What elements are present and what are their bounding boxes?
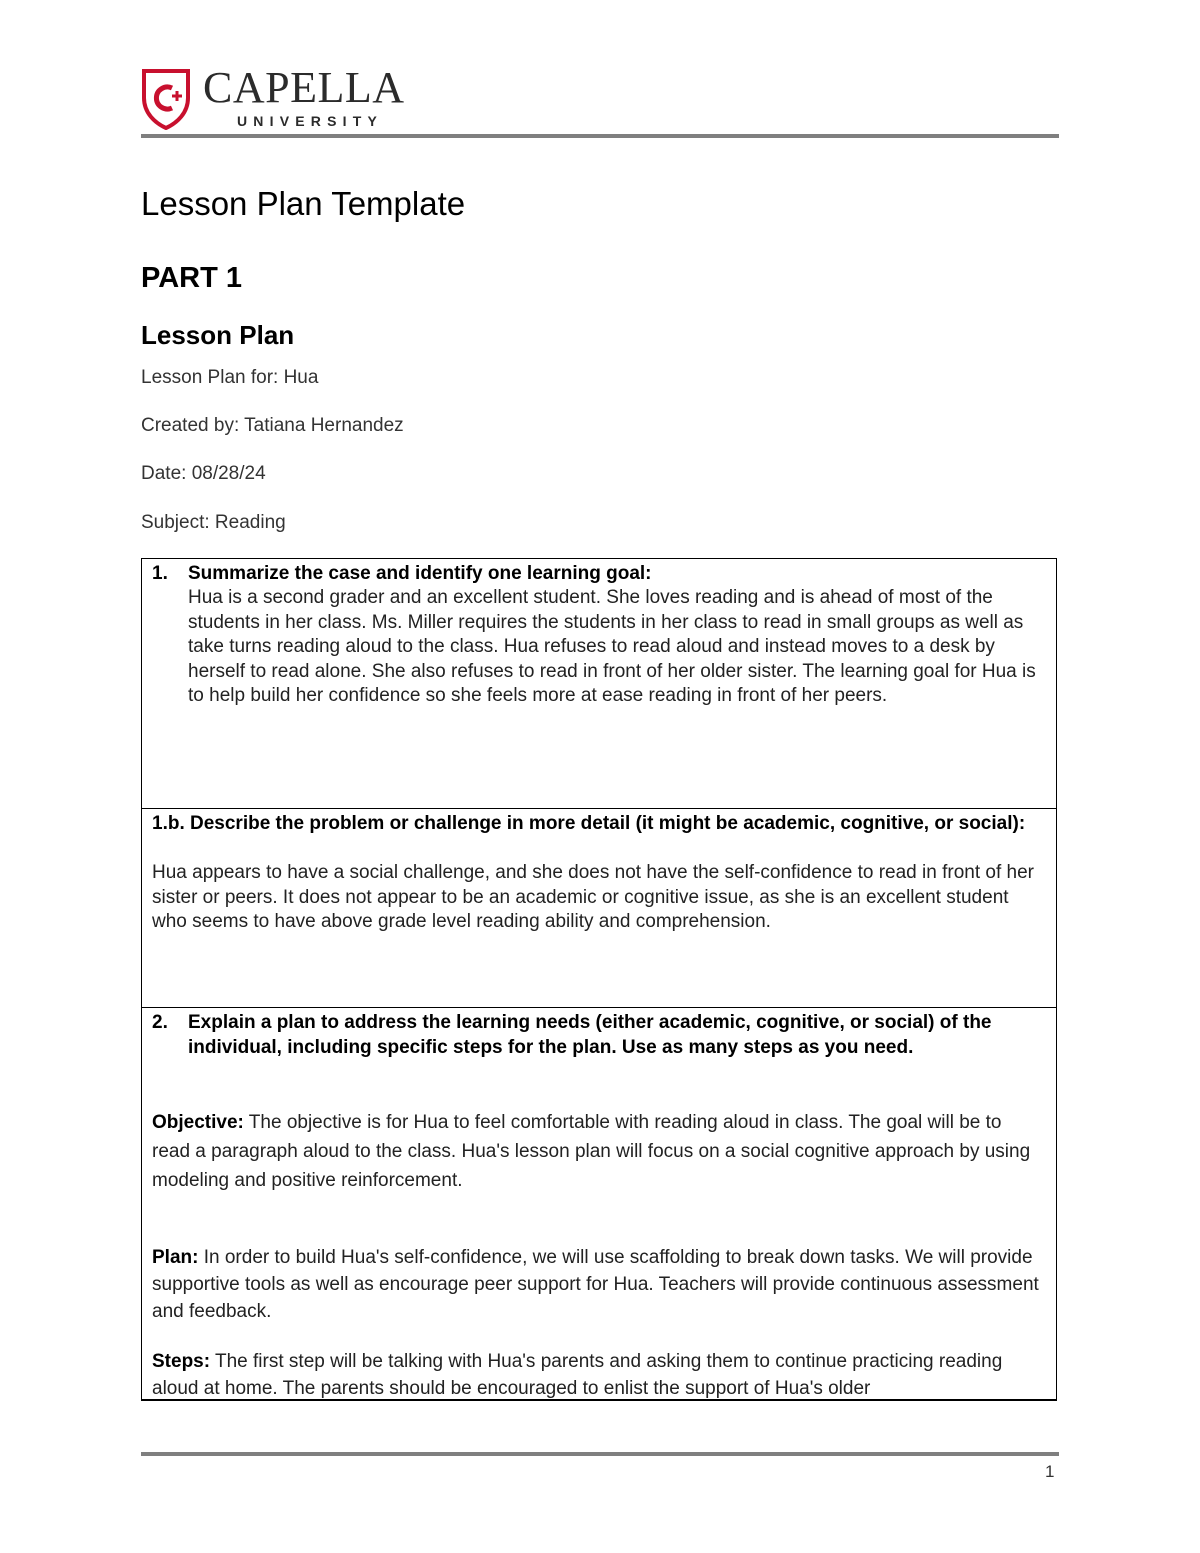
objective-text: The objective is for Hua to feel comfortable with reading aloud in class. The goal will be to read a paragraph aloud to the class. Hua's lesson plan will focus on a social cognitive approach by using modeling and positive reinforcement. xyxy=(152,1112,1031,1191)
page-number: 1 xyxy=(1045,1462,1055,1481)
document-title: Lesson Plan Template xyxy=(141,185,466,222)
brand-subtitle: UNIVERSITY xyxy=(237,113,384,129)
answer-text: Hua appears to have a social challenge, and she does not have the self-confidence to read in front of her sister or peers. It does not appear to be an academic or cognitive issue, as she is an excellent student who seems to have above grade level reading ability and comprehension. xyxy=(152,862,1034,933)
brand-wordmark: CAPELLA xyxy=(203,63,405,112)
section-heading: Lesson Plan xyxy=(141,320,295,350)
plan-label: Plan: xyxy=(152,1247,199,1268)
steps-text: The first step will be talking with Hua's parents and asking them to continue practicing reading aloud at home. The parents should be encouraged to enlist the support of Hua's older xyxy=(152,1351,1003,1399)
plan-text: In order to build Hua's self-confidence, we will use scaffolding to break down tasks. We will provide supportive tools as well as encourage peer support for Hua. Teachers will provide continuous assessment and feedback. xyxy=(152,1247,1039,1322)
steps-paragraph xyxy=(152,1348,1044,1401)
part-heading: PART 1 xyxy=(141,262,242,294)
subject: Subject: Reading xyxy=(141,512,286,533)
capella-shield-logo-icon xyxy=(141,68,191,130)
steps-label: Steps: xyxy=(152,1351,211,1372)
question-label: Summarize the case and identify one learning goal: xyxy=(188,563,652,584)
objective-label: Objective: xyxy=(152,1112,244,1133)
question-number: 2. xyxy=(152,1012,168,1033)
objective-paragraph xyxy=(152,1108,1044,1195)
question-number: 1. xyxy=(152,563,168,584)
footer-rule xyxy=(141,1452,1059,1456)
question-label: Explain a plan to address the learning needs (either academic, cognitive, or social) of the individual, including specific steps for the plan. Use as many steps as you need. xyxy=(188,1012,992,1058)
table-row-problem xyxy=(142,809,1056,1008)
table-row-summary xyxy=(142,559,1056,809)
plan-paragraph xyxy=(152,1244,1044,1325)
lesson-plan-table xyxy=(141,558,1057,1401)
answer-text: Hua is a second grader and an excellent student. She loves reading and is ahead of most of the students in her class. Ms. Miller requires the students in her class to read in small groups as well as take turns reading aloud to the class. Hua refuses to read aloud and instead moves to a desk by herself to read alone. She also refuses to read in front of her older sister. The learning goal for Hua is to help build her confidence so she feels more at ease reading in front of her peers. xyxy=(188,587,1036,707)
created-by: Created by: Tatiana Hernandez xyxy=(141,415,404,436)
lesson-plan-for: Lesson Plan for: Hua xyxy=(141,367,319,388)
question-label: 1.b. Describe the problem or challenge in more detail (it might be academic, cognitive, or social): xyxy=(152,813,1026,834)
page-header xyxy=(141,63,1059,138)
table-row-plan xyxy=(142,1008,1056,1401)
date: Date: 08/28/24 xyxy=(141,463,266,484)
header-rule xyxy=(141,134,1059,138)
